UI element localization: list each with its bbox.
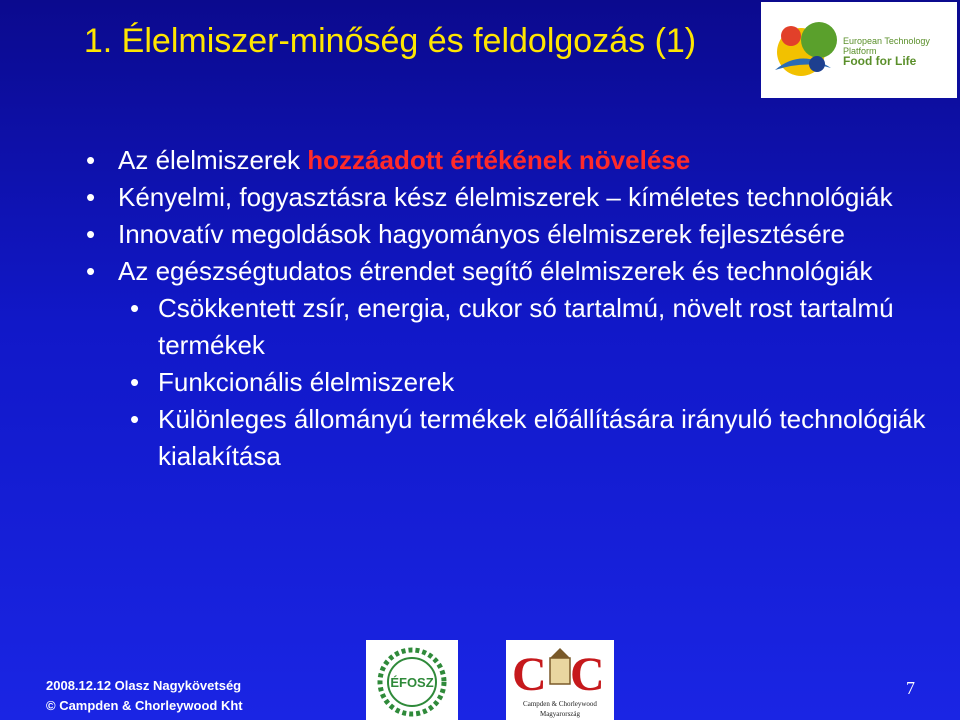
bullet-text: Különleges állományú termékek előállítására irányuló technológiák kialakítása [158,404,926,471]
efosz-logo-graphic [366,640,458,720]
bullet-text: Kényelmi, fogyasztásra kész élelmiszerek – kíméletes technológiák [118,182,893,212]
cc-logo-country: Magyarország [539,710,581,718]
sub-bullet-item [0,290,928,364]
bullet-text: Az élelmiszerek [118,145,308,175]
bullet-text: Az egészségtudatos étrendet segítő élelmiszerek és technológiák [118,256,873,286]
sub-bullet-item [0,401,928,475]
bullet-highlight-text: hozzáadott értékének növelése [307,145,691,175]
logo-food-for-life-text: Food for Life [843,54,917,68]
footer-copyright: © Campden & Chorleywood Kht [46,698,243,713]
bullet-item [0,142,908,179]
bullet-text: Csökkentett zsír, energia, cukor só tartalmú, növelt rost tartalmú termékek [158,293,894,360]
campden-chorleywood-logo [506,640,614,720]
svg-text:C: C [512,648,547,701]
footer [46,676,243,716]
bullet-item [0,179,908,216]
logo-platform-text: European Technology Platform [843,36,930,56]
efosz-logo-text: ÉFOSZ [390,675,434,690]
bullet-item [0,216,908,253]
bullet-item [0,253,908,290]
footer-date-venue: 2008.12.12 Olasz Nagykövetség [46,678,242,693]
food-for-life-logo [761,2,957,98]
cc-logo-graphic [506,640,614,704]
slide-title: 1. Élelmiszer-minőség és feldolgozás (1) [83,22,697,60]
bullet-text: Innovatív megoldások hagyományos élelmiszerek fejlesztésére [118,219,845,249]
cc-logo-name: Campden & Chorleywood [523,700,597,708]
bullet-text: Funkcionális élelmiszerek [158,367,455,397]
bullet-list [0,142,960,475]
sub-bullet-item [0,364,928,401]
efosz-logo [366,640,458,720]
page-number: 7 [906,678,915,698]
svg-text:C: C [570,648,605,701]
